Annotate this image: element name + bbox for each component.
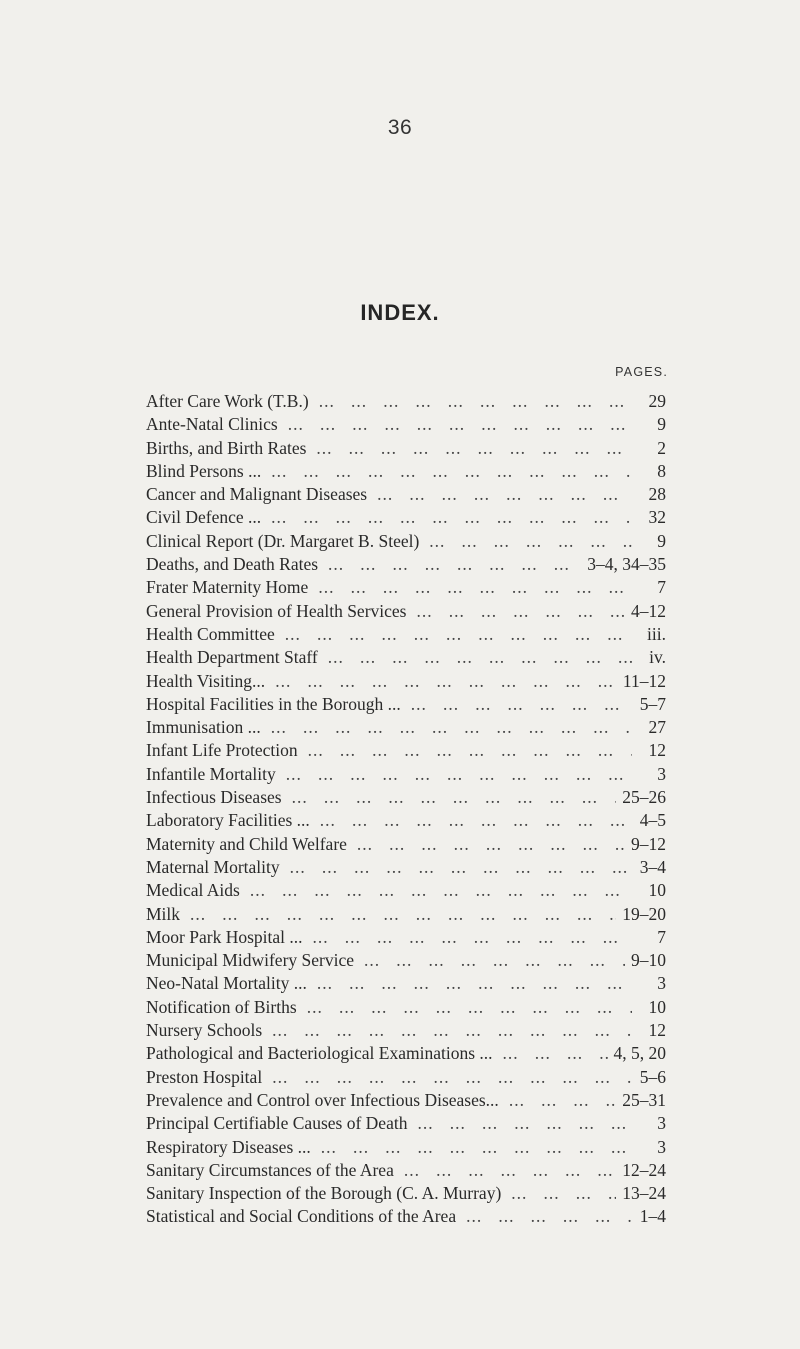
index-entry: [146, 1205, 666, 1228]
index-entry-topic: Deaths, and Death Rates: [146, 554, 319, 575]
index-entry-pages: 8: [657, 460, 666, 481]
page-number: 36: [387, 116, 413, 139]
dot-leader: [364, 949, 625, 972]
index-entry-pages: 13–24: [622, 1183, 666, 1204]
index-entry-topic: Immunisation ...: [146, 717, 261, 738]
index-entry-topic: Births, and Birth Rates: [146, 437, 307, 458]
dot-leader: [250, 879, 632, 902]
index-entry-topic: Sanitary Circumstances of the Area: [146, 1159, 394, 1180]
dot-leader: [328, 553, 581, 576]
index-entry-topic: Maternity and Child Welfare: [146, 833, 347, 854]
index-entry-topic: Sanitary Inspection of the Borough (C. A. Murray): [146, 1183, 502, 1204]
index-entry-pages: iv.: [649, 647, 666, 668]
dot-leader: [509, 1089, 616, 1112]
index-entry-topic: Principal Certifiable Causes of Death: [146, 1113, 408, 1134]
index-entry-topic: Clinical Report (Dr. Margaret B. Steel): [146, 530, 420, 551]
index-entry: [146, 623, 666, 646]
index-entry: [146, 1066, 666, 1089]
index-entry-pages: 12: [648, 740, 666, 761]
index-entry-pages: 25–31: [622, 1089, 666, 1110]
index-entry: [146, 739, 666, 762]
dot-leader: [272, 1019, 632, 1042]
index-entry: [146, 413, 666, 436]
index-entry: [146, 1136, 666, 1159]
index-entry-topic: Municipal Midwifery Service: [146, 950, 355, 971]
dot-leader: [313, 926, 632, 949]
dot-leader: [319, 390, 632, 413]
index-entry-pages: 3–4, 34–35: [587, 554, 666, 575]
index-entry-topic: After Care Work (T.B.): [146, 391, 309, 411]
index-entry-pages: 27: [648, 717, 666, 738]
index-entry-topic: Milk: [146, 903, 181, 924]
dot-leader: [411, 693, 632, 716]
dot-leader: [271, 716, 632, 739]
dot-leader: [290, 856, 632, 879]
dot-leader: [320, 809, 632, 832]
index-entry: [146, 903, 666, 926]
dot-leader: [292, 786, 617, 809]
index-entry-pages: 19–20: [622, 903, 666, 924]
dot-leader: [321, 1136, 632, 1159]
index-entry-topic: Neo-Natal Mortality ...: [146, 973, 307, 994]
index-entry-pages: 9–12: [631, 833, 666, 854]
dot-leader: [316, 437, 632, 460]
index-entry-pages: 9: [657, 530, 666, 551]
dot-leader: [417, 1112, 632, 1135]
dot-leader: [404, 1159, 616, 1182]
index-entry: [146, 879, 666, 902]
page-title: INDEX.: [360, 300, 440, 325]
index-entry-pages: 7: [657, 926, 666, 947]
dot-leader: [286, 763, 632, 786]
index-entry: [146, 437, 666, 460]
index-entry-pages: 2: [657, 437, 666, 458]
index-entry-topic: Health Committee: [146, 623, 275, 644]
index-entry-pages: 9: [657, 414, 666, 435]
index-entry-topic: Preston Hospital: [146, 1066, 263, 1087]
index-entry-pages: 4–12: [631, 600, 666, 621]
index-entry-topic: Maternal Mortality: [146, 856, 280, 877]
index-entry-pages: 3: [657, 1113, 666, 1134]
dot-leader: [308, 739, 632, 762]
index-entry: [146, 949, 666, 972]
index-entry-topic: Infant Life Protection: [146, 740, 298, 761]
index-entry-topic: Infantile Mortality: [146, 763, 276, 784]
dot-leader: [307, 996, 632, 1019]
index-entry-topic: Prevalence and Control over Infectious Diseases...: [146, 1089, 499, 1110]
index-entry-topic: Respiratory Diseases ...: [146, 1136, 311, 1157]
dot-leader: [503, 1042, 608, 1065]
index-entry-topic: Civil Defence ...: [146, 507, 262, 528]
index-entry-pages: 29: [648, 391, 666, 411]
index-entry-topic: Health Department Staff: [146, 647, 318, 668]
dot-leader: [275, 670, 617, 693]
dot-leader: [285, 623, 632, 646]
index-entry-topic: Medical Aids: [146, 880, 240, 901]
index-entry: [146, 996, 666, 1019]
index-entry-pages: 28: [648, 484, 666, 505]
index-entry: [146, 576, 666, 599]
index-entry-pages: 3: [657, 973, 666, 994]
index-entry-pages: iii.: [647, 623, 666, 644]
index-entry: [146, 786, 666, 809]
dot-leader: [271, 506, 632, 529]
index-entry-pages: 9–10: [631, 950, 666, 971]
index-entry-topic: Moor Park Hospital ...: [146, 926, 303, 947]
index-entry-topic: Infectious Diseases: [146, 787, 282, 808]
index-entry: [146, 390, 666, 413]
index-entry-topic: Notification of Births: [146, 996, 297, 1017]
index-entry: [146, 1042, 666, 1065]
index-entry-pages: 3–4: [639, 856, 666, 877]
index-entry-pages: 32: [648, 507, 666, 528]
dot-leader: [328, 646, 632, 669]
dot-leader: [466, 1205, 632, 1228]
index-entry: [146, 856, 666, 879]
index-entry-pages: 3: [657, 763, 666, 784]
index-entry-pages: 12–24: [622, 1159, 666, 1180]
index-entry-pages: 3: [657, 1136, 666, 1157]
index-entry-topic: Cancer and Malignant Diseases: [146, 484, 368, 505]
index-list: [146, 390, 666, 1229]
index-entry-pages: 1–4: [639, 1206, 666, 1227]
index-entry-pages: 5–6: [639, 1066, 666, 1087]
index-entry-topic: Blind Persons ...: [146, 460, 262, 481]
index-entry-pages: 7: [657, 577, 666, 598]
index-entry: [146, 716, 666, 739]
dot-leader: [317, 972, 632, 995]
index-entry-topic: Laboratory Facilities ...: [146, 810, 310, 831]
index-entry: [146, 646, 666, 669]
index-entry: [146, 693, 666, 716]
index-entry: [146, 972, 666, 995]
dot-leader: [318, 576, 632, 599]
index-entry: [146, 809, 666, 832]
pages-column-header: PAGES.: [615, 365, 668, 379]
index-entry: [146, 600, 666, 623]
index-entry-pages: 10: [648, 880, 666, 901]
index-entry-topic: Frater Maternity Home: [146, 577, 309, 598]
dot-leader: [288, 413, 632, 436]
index-entry: [146, 483, 666, 506]
index-entry: [146, 1112, 666, 1135]
index-entry-topic: Health Visiting...: [146, 670, 266, 691]
index-entry: [146, 1089, 666, 1112]
index-entry-pages: 10: [648, 996, 666, 1017]
index-entry: [146, 1159, 666, 1182]
dot-leader: [377, 483, 632, 506]
dot-leader: [416, 600, 625, 623]
dot-leader: [272, 1066, 632, 1089]
index-entry: [146, 670, 666, 693]
index-entry: [146, 506, 666, 529]
index-entry: [146, 553, 666, 576]
index-entry: [146, 1019, 666, 1042]
index-entry: [146, 530, 666, 553]
dot-leader: [357, 833, 625, 856]
index-entry: [146, 1182, 666, 1205]
dot-leader: [271, 460, 632, 483]
index-entry-topic: Pathological and Bacteriological Examinations ...: [146, 1043, 493, 1064]
index-entry-topic: Ante-Natal Clinics: [146, 414, 278, 435]
dot-leader: [429, 530, 632, 553]
index-entry: [146, 833, 666, 856]
index-entry-pages: 5–7: [639, 693, 666, 714]
index-entry: [146, 763, 666, 786]
index-entry-pages: 11–12: [622, 670, 666, 691]
index-entry-pages: 25–26: [622, 787, 666, 808]
index-entry-pages: 4–5: [639, 810, 666, 831]
index-entry-topic: General Provision of Health Services: [146, 600, 407, 621]
index-entry-topic: Nursery Schools: [146, 1020, 263, 1041]
dot-leader: [511, 1182, 616, 1205]
index-entry-pages: 12: [648, 1020, 666, 1041]
dot-leader: [190, 903, 616, 926]
index-entry-topic: Hospital Facilities in the Borough ...: [146, 693, 401, 714]
index-entry-topic: Statistical and Social Conditions of the Area: [146, 1206, 457, 1227]
index-entry: [146, 460, 666, 483]
index-entry-pages: 4, 5, 20: [613, 1043, 666, 1064]
index-entry: [146, 926, 666, 949]
